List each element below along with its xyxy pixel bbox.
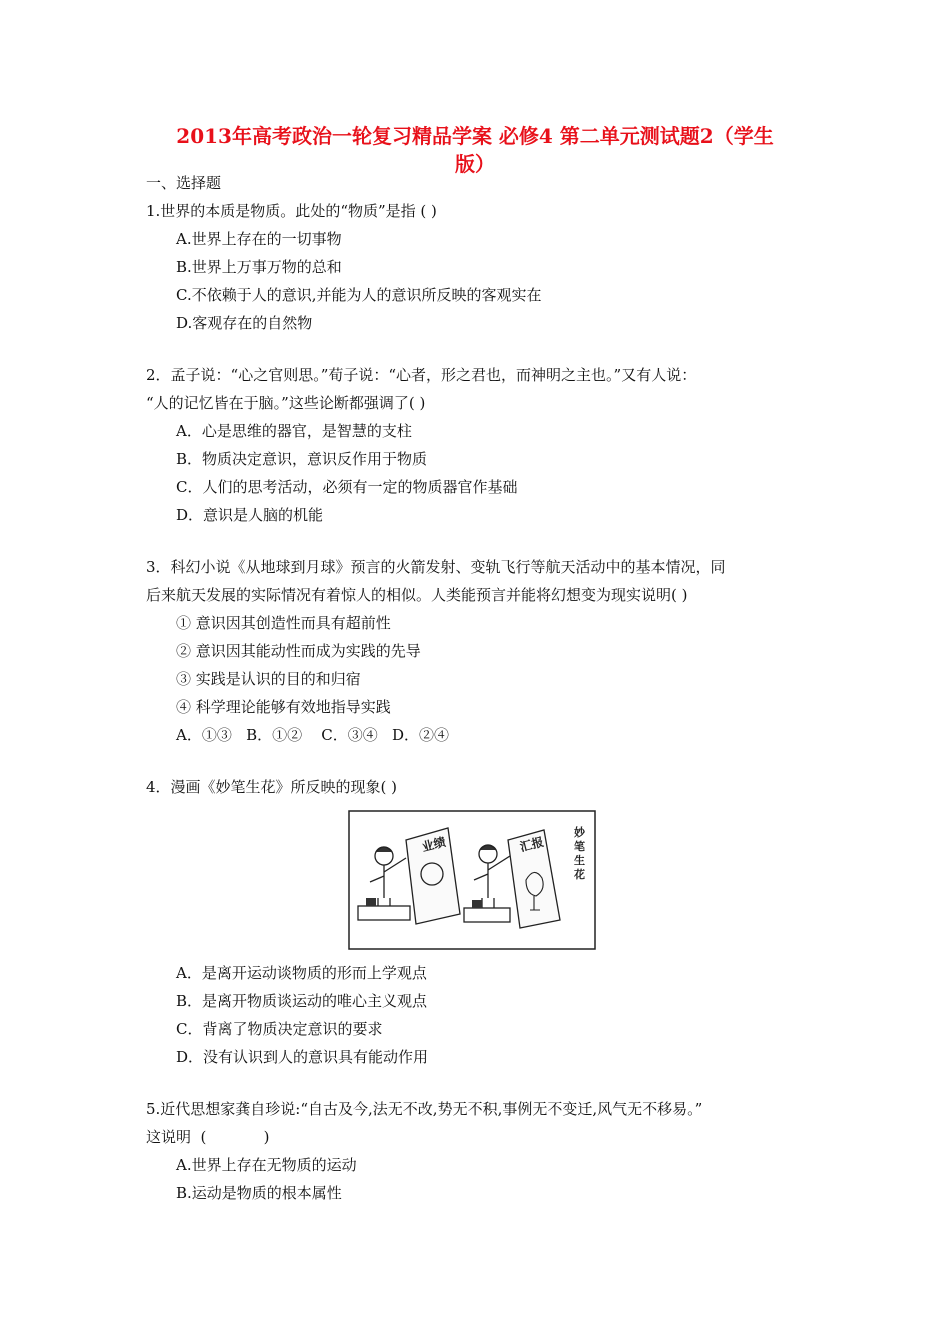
title-line-1: 2013年高考政治一轮复习精品学案 必修4 第二单元测试题2（学生 [176,124,774,148]
q3-statement-1: ① 意识因其创造性而具有超前性 [176,614,391,632]
q5-stem-line-1: 5.近代思想家龚自珍说:“自古及今,法无不改,势无不积,事例无不变迁,风气无不移易。” [146,1100,703,1118]
q2-option-d: D．意识是人脑的机能 [176,506,324,524]
q4-option-a: A．是离开运动谈物质的形而上学观点 [176,964,427,982]
q3-stem-line-2: 后来航天发展的实际情况有着惊人的相似。人类能预言并能将幻想变为现实说明( ) [146,586,688,604]
q2-option-b: B．物质决定意识，意识反作用于物质 [176,450,428,468]
q3-answer-choices: A．①③ B．①② C．③④ D．②④ [176,726,450,744]
board2-label: 汇报 [518,834,546,855]
caption-char-3: 生 [574,854,585,867]
q3-statement-3: ③ 实践是认识的目的和归宿 [176,670,361,688]
q1-option-c: C.不依赖于人的意识,并能为人的意识所反映的客观实在 [176,286,542,304]
section-heading: 一、选择题 [146,174,222,192]
caption-char-2: 笔 [574,840,585,853]
cartoon-image [348,810,596,950]
title-line-2: 版） [455,152,495,176]
q4-option-c: C．背离了物质决定意识的要求 [176,1020,383,1038]
q3-statement-4: ④ 科学理论能够有效地指导实践 [176,698,391,716]
q4-option-b: B．是离开物质谈运动的唯心主义观点 [176,992,428,1010]
q5-option-a: A.世界上存在无物质的运动 [176,1156,357,1174]
q1-option-d: D.客观存在的自然物 [176,314,313,332]
caption-char-1: 妙 [574,826,585,839]
q2-stem-line-2: “人的记忆皆在于脑。”这些论断都强调了( ) [146,394,426,412]
q4-stem: 4．漫画《妙笔生花》所反映的现象( ) [146,778,398,796]
caption-char-4: 花 [574,868,585,881]
document-title [120,122,830,178]
q2-option-a: A．心是思维的器官，是智慧的支柱 [176,422,412,440]
q1-option-a: A.世界上存在的一切事物 [176,230,342,248]
board1-label: 业绩 [420,834,448,855]
q2-option-c: C．人们的思考活动，必须有一定的物质器官作基础 [176,478,518,496]
q2-stem-line-1: 2．孟子说：“心之官则思。”荀子说：“心者，形之君也，而神明之主也。”又有人说： [146,366,697,384]
q5-option-b: B.运动是物质的根本属性 [176,1184,342,1202]
q3-statement-2: ② 意识因其能动性而成为实践的先导 [176,642,421,660]
q3-stem-line-1: 3．科幻小说《从地球到月球》预言的火箭发射、变轨飞行等航天活动中的基本情况，同 [146,558,726,576]
q1-option-b: B.世界上万事万物的总和 [176,258,342,276]
q4-option-d: D．没有认识到人的意识具有能动作用 [176,1048,429,1066]
q1-stem: 1.世界的本质是物质。此处的“物质”是指 ( ) [146,202,437,220]
q5-stem-line-2: 这说明 ( ) [146,1128,270,1146]
